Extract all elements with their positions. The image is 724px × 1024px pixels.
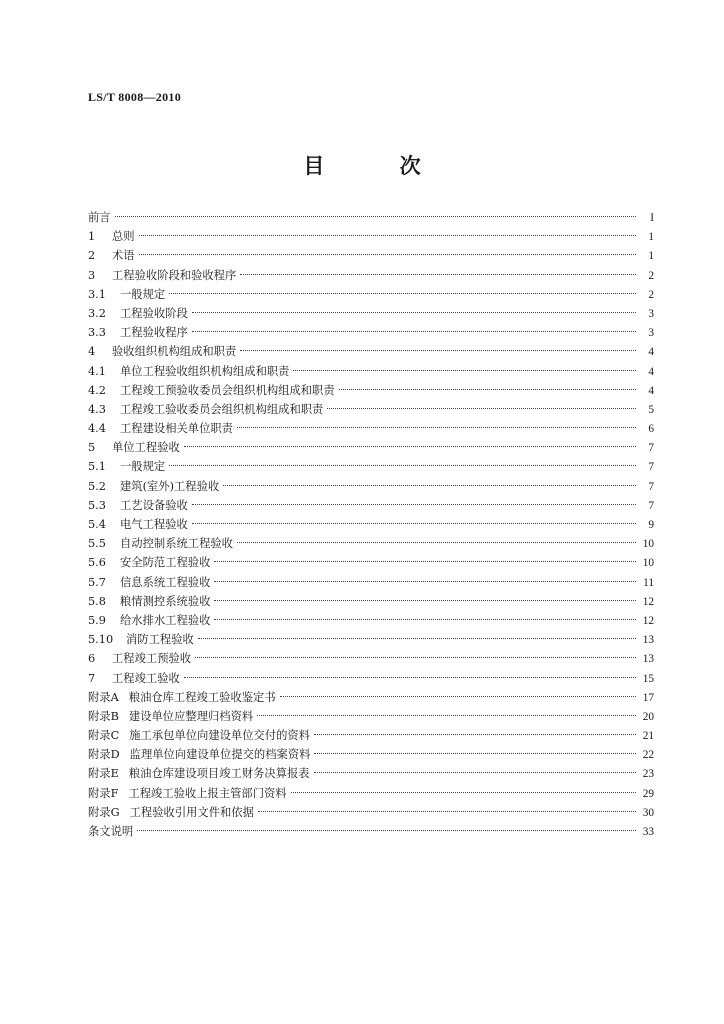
- toc-entry-number: 3.1: [88, 287, 106, 301]
- toc-entry-title: 粮油仓库建设项目竣工财务决算报表: [128, 767, 310, 781]
- toc-entry-title: 粮情测控系统验收: [120, 594, 211, 608]
- toc-entry[interactable]: [88, 822, 654, 841]
- dot-leader: [237, 542, 636, 543]
- dot-leader: [198, 638, 636, 639]
- toc-entry-title: 条文说明: [88, 825, 134, 838]
- toc-entry-page-number: 11: [643, 576, 654, 589]
- toc-entry[interactable]: [88, 304, 654, 323]
- toc-entry-title: 工程验收引用文件和依据: [129, 805, 254, 819]
- toc-entry-page-number: I: [650, 212, 654, 224]
- toc-entry-title: 建设单位应整理归档资料: [128, 709, 254, 723]
- toc-entry-title: 单位工程验收: [112, 441, 180, 455]
- toc-entry-page-number: 22: [642, 749, 654, 762]
- toc-entry-number: 附录G: [88, 805, 120, 819]
- toc-entry-page-number: 7: [648, 499, 654, 512]
- toc-entry-number: 4.3: [88, 402, 106, 416]
- toc-entry-title: 给水排水工程验收: [120, 613, 211, 627]
- toc-entry-number: 5.3: [88, 498, 106, 512]
- toc-entry[interactable]: [88, 477, 654, 496]
- toc-entry[interactable]: [88, 592, 654, 611]
- toc-entry-page-number: 13: [642, 653, 654, 666]
- dot-leader: [257, 715, 636, 716]
- toc-entry-page-number: 21: [642, 730, 654, 743]
- toc-entry[interactable]: [88, 496, 654, 515]
- toc-entry[interactable]: [88, 400, 654, 419]
- toc-entry-page-number: 33: [642, 826, 654, 838]
- toc-entry-title: 电气工程验收: [120, 518, 188, 531]
- toc-entry-page-number: 7: [648, 480, 654, 493]
- toc-entry-title: 施工承包单位向建设单位交付的资料: [129, 729, 311, 743]
- dot-leader: [258, 811, 636, 812]
- toc-entry[interactable]: [88, 323, 654, 342]
- toc-entry-title: 工程竣工预验收: [112, 652, 192, 666]
- toc-entry-title: 一般规定: [120, 460, 166, 474]
- dot-leader: [184, 446, 636, 447]
- dot-leader: [237, 427, 636, 428]
- toc-entry-page-number: 1: [648, 250, 654, 263]
- toc-entry-page-number: 4: [648, 384, 654, 397]
- dot-leader: [314, 734, 636, 735]
- toc-entry-page-number: 9: [648, 519, 654, 531]
- toc-entry-page-number: 12: [642, 614, 654, 627]
- toc-entry-number: 附录E: [88, 767, 119, 781]
- toc-entry[interactable]: [88, 707, 654, 726]
- toc-entry[interactable]: [88, 649, 654, 668]
- toc-entry-page-number: 30: [642, 806, 654, 819]
- toc-entry-page-number: 3: [648, 327, 654, 340]
- toc-entry-title: 工程竣工验收: [112, 671, 180, 685]
- toc-entry-number: 5.6: [88, 556, 106, 570]
- toc-entry-number: 4.4: [88, 422, 106, 436]
- dot-leader: [314, 753, 636, 754]
- toc-entry[interactable]: [88, 573, 654, 592]
- toc-entry-page-number: 10: [642, 538, 654, 551]
- toc-entry-page-number: 17: [642, 691, 654, 704]
- toc-entry-title: 工程验收阶段: [120, 306, 188, 320]
- toc-entry-page-number: 1: [648, 231, 654, 244]
- toc-entry-page-number: 4: [648, 346, 654, 359]
- toc-entry-number: 4.2: [88, 383, 106, 397]
- toc-entry[interactable]: [88, 342, 654, 361]
- dot-leader: [214, 581, 636, 582]
- standard-code: LS/T 8008—2010: [88, 90, 181, 104]
- toc-entry[interactable]: [88, 266, 654, 285]
- toc-entry[interactable]: [88, 534, 654, 553]
- toc-entry-number: 3.2: [88, 306, 106, 320]
- toc-entry-title: 监理单位向建设单位提交的档案资料: [129, 748, 311, 762]
- toc-entry-number: 附录D: [88, 748, 120, 762]
- dot-leader: [314, 772, 636, 773]
- dot-leader: [192, 331, 636, 332]
- dot-leader: [192, 523, 636, 524]
- toc-entry[interactable]: [88, 515, 654, 534]
- toc-entry-number: 3: [88, 268, 96, 282]
- toc-entry-page-number: 15: [642, 672, 654, 685]
- dot-leader: [280, 696, 636, 697]
- toc-entry[interactable]: [88, 438, 654, 457]
- toc-entry-title: 安全防范工程验收: [120, 556, 211, 570]
- toc-entry-number: 4: [88, 345, 96, 359]
- toc-entry-title: 工程验收程序: [120, 326, 188, 340]
- dot-leader: [139, 254, 636, 255]
- dot-leader: [195, 657, 636, 658]
- toc-entry-number: 附录C: [88, 729, 120, 743]
- toc-entry[interactable]: [88, 457, 654, 476]
- toc-entry-page-number: 7: [648, 461, 654, 474]
- toc-entry-page-number: 20: [642, 710, 654, 723]
- dot-leader: [192, 312, 636, 313]
- toc-entry-number: 3.3: [88, 326, 106, 340]
- dot-leader: [223, 485, 636, 486]
- toc-entry-page-number: 2: [648, 288, 654, 301]
- toc-entry[interactable]: [88, 362, 654, 381]
- toc-entry[interactable]: [88, 227, 654, 246]
- toc-entry-number: 5.8: [88, 594, 106, 608]
- toc-entry-title: 工艺设备验收: [120, 498, 188, 512]
- toc-entry-number: 附录A: [88, 690, 119, 704]
- toc-entry-title: 建筑(室外)工程验收: [120, 479, 220, 493]
- toc-entry-number: 5.5: [88, 537, 106, 551]
- toc-entry-number: 5.2: [88, 479, 106, 493]
- toc-entry[interactable]: [88, 553, 654, 572]
- toc-entry[interactable]: [88, 419, 654, 438]
- toc-entry-number: 2: [88, 249, 96, 263]
- toc-entry[interactable]: [88, 803, 654, 822]
- toc-entry-page-number: 13: [642, 634, 654, 647]
- page-title: 目 次: [303, 153, 455, 178]
- toc-entry-title: 一般规定: [120, 287, 166, 301]
- toc-entry-title: 前言: [88, 211, 111, 224]
- toc-entry-title: 单位工程验收组织机构组成和职责: [120, 364, 290, 378]
- dot-leader: [240, 350, 636, 351]
- toc-entry-number: 附录B: [88, 709, 119, 723]
- toc-entry-title: 工程竣工预验收委员会组织机构组成和职责: [120, 383, 335, 397]
- toc-entry[interactable]: [88, 784, 654, 803]
- toc-entry[interactable]: [88, 246, 654, 265]
- toc-entry[interactable]: [88, 745, 654, 764]
- toc-entry-page-number: 3: [648, 307, 654, 320]
- dot-leader: [214, 600, 636, 601]
- toc-entry[interactable]: [88, 726, 654, 745]
- toc-entry-page-number: 2: [648, 269, 654, 282]
- toc-entry-title: 术语: [112, 249, 135, 263]
- dot-leader: [169, 465, 636, 466]
- dot-leader: [214, 561, 636, 562]
- dot-leader: [240, 274, 636, 275]
- toc-entry-title: 工程竣工验收上报主管部门资料: [128, 786, 287, 800]
- toc-entry-number: 5.9: [88, 613, 106, 627]
- toc-entry-title: 自动控制系统工程验收: [120, 537, 233, 551]
- toc-entry-page-number: 29: [642, 787, 654, 800]
- dot-leader: [192, 504, 636, 505]
- dot-leader: [137, 830, 636, 831]
- toc-entry-title: 工程竣工验收委员会组织机构组成和职责: [120, 402, 324, 416]
- toc-entry-title: 工程验收阶段和验收程序: [112, 268, 237, 282]
- toc-entry[interactable]: [88, 208, 654, 227]
- dot-leader: [139, 235, 636, 236]
- toc-entry-page-number: 4: [648, 365, 654, 378]
- toc-entry-title: 工程建设相关单位职责: [120, 422, 233, 436]
- toc-entry-title: 验收组织机构组成和职责: [112, 345, 237, 359]
- toc-entry[interactable]: [88, 669, 654, 688]
- toc-entry-number: 6: [88, 652, 96, 666]
- toc-entry-number: 7: [88, 671, 96, 685]
- toc-entry-page-number: 6: [648, 423, 654, 436]
- toc-entry[interactable]: [88, 688, 654, 707]
- dot-leader: [291, 792, 636, 793]
- toc-entry-number: 附录F: [88, 786, 119, 800]
- toc-entry-number: 5.7: [88, 575, 106, 589]
- toc-entry-title: 消防工程验收: [126, 633, 194, 647]
- toc-entry[interactable]: [88, 285, 654, 304]
- toc-entry-number: 5.10: [88, 633, 114, 647]
- toc-entry-page-number: 7: [648, 442, 654, 455]
- toc-entry-number: 1: [88, 230, 96, 244]
- dot-leader: [293, 370, 636, 371]
- dot-leader: [184, 677, 636, 678]
- dot-leader: [169, 293, 636, 294]
- toc-entry-title: 总则: [112, 230, 135, 244]
- dot-leader: [339, 389, 636, 390]
- dot-leader: [327, 408, 636, 409]
- toc-entry-page-number: 5: [648, 403, 654, 416]
- toc-entry-title: 信息系统工程验收: [120, 575, 211, 589]
- toc-entry-page-number: 23: [642, 768, 654, 781]
- dot-leader: [214, 619, 636, 620]
- toc-entry-number: 4.1: [88, 364, 106, 378]
- table-of-contents: [88, 208, 654, 841]
- toc-entry[interactable]: [88, 764, 654, 783]
- toc-entry-title: 粮油仓库工程竣工验收鉴定书: [128, 690, 276, 704]
- toc-entry-number: 5.1: [88, 460, 106, 474]
- toc-entry-page-number: 12: [642, 595, 654, 608]
- toc-entry-page-number: 10: [642, 557, 654, 570]
- dot-leader: [115, 216, 636, 217]
- toc-entry[interactable]: [88, 630, 654, 649]
- toc-entry[interactable]: [88, 381, 654, 400]
- toc-entry-number: 5: [88, 441, 96, 455]
- toc-entry-number: 5.4: [88, 518, 106, 531]
- toc-entry[interactable]: [88, 611, 654, 630]
